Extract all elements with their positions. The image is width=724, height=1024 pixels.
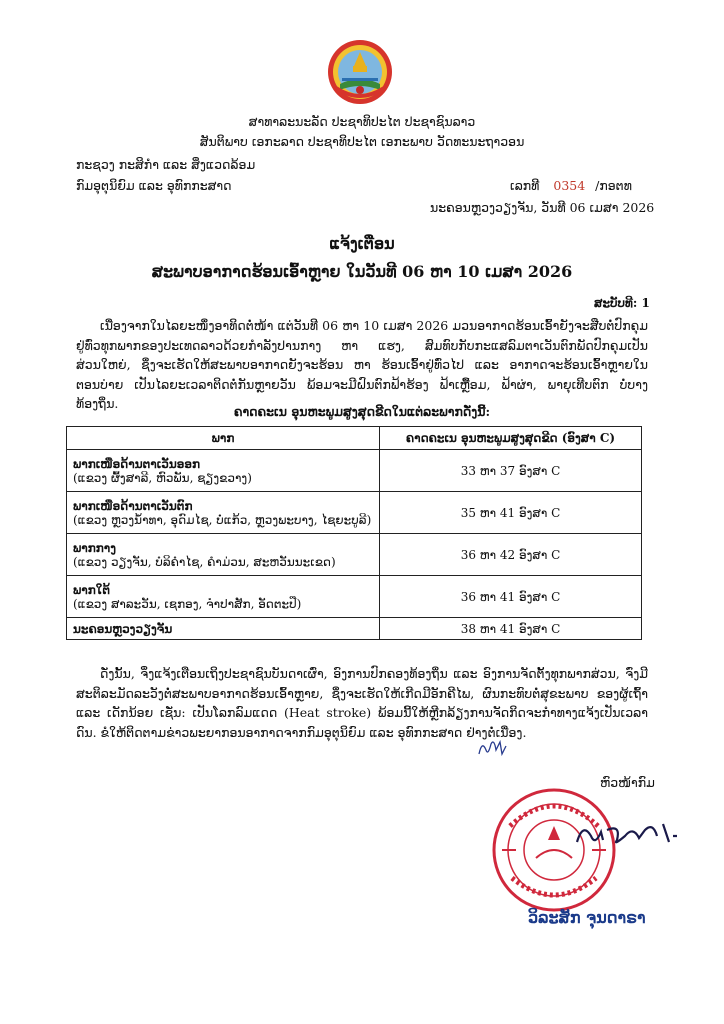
issue-number: ສະບັບທີ: 1 [594,296,650,310]
region-provinces: (ແຂວງ ວຽງຈັນ, ບໍລິຄຳໄຊ, ຄຳມ່ວນ, ສະຫວັນນະເຂດ) [73,554,336,569]
temperature-cell: 36 ຫາ 41 ອົງສາ C [380,576,642,618]
table-row [67,450,642,492]
region-provinces: (ແຂວງ ຫຼວງນໍ້າທາ, ອຸດົມໄຊ, ບໍ່ແກ້ວ, ຫຼວງພະບາງ, ໄຊຍະບູລີ) [73,512,372,527]
signature-icon [573,816,683,852]
region-cell [67,576,380,618]
signatory-title: ຫົວໜ້າກົມ [600,775,655,790]
ministry-name: ກະຊວງ ກະສິກຳ ແລະ ສິ່ງແວດລ້ອມ [76,157,256,172]
intro-paragraph: ເນື່ອງຈາກໃນໄລຍະໜຶ່ງອາທິດຕໍ່ໜ້າ ແຕ່ວັນທີ 06 ຫາ 10 ເມສາ 2026 ມວນອາກາດຮ້ອນເອົ້າຍັງຈະສືບຕໍ່ປົກຄຸມຢູ່ທົ່ວທຸກພາກຂອງປະເທດລາວດ້ວຍກຳລັງປານກາງ ຫາ ແຮງ, ສົມທົບກັບກະແສລົມຕາເວັນຕົກພັດປົກຄຸມເປັນສ່ວນໃຫຍ່, ຊຶ່ງຈະເຮັດໃຫ້ສະພາບອາກາດຍັງຈະຮ້ອນ ຫາ ຮ້ອນເອົ້າຢູ່ທົ່ວໄປ ແລະ ອາກາດຈະຮ້ອນເອົ້າຫຼາຍໃນຕອນບ່າຍ ເປັນໄລຍະເວລາຕິດຕໍ່ກັນຫຼາຍວັນ ພ້ອມຈະມີຝົນຕົກຟ້າຮ້ອງ ຟ້າເຫຼື້ອມ, ຟ້າຜ່າ, ພາຍຸເທີບຕົກ ບໍ່ບາງທ້ອງຖິ່ນ. [76,318,648,411]
reference-value: 0354 [553,178,586,193]
region-name: ພາກໃຕ້ [73,582,111,597]
reference-number [510,178,632,193]
temperature-table [66,426,642,640]
advisory-paragraph: ດັ່ງນັ້ນ, ຈຶ່ງແຈ້ງເຕືອນເຖິງປະຊາຊົນບັນດາເຜົ່າ, ອົງການປົກຄອງທ້ອງຖິ່ນ ແລະ ອົງການຈັດຕັ້ງທຸກພາກສ່ວນ, ຈົ່ງມີສະຕິລະມັດລະວັງຕໍ່ສະພາບອາກາດຮ້ອນເອົ້າຫຼາຍ, ຊຶ່ງຈະເຮັດໃຫ້ເກີດມີອັກຄີໄພ, ຜົນກະທົບຕໍ່ສຸຂະພາບ ຂອງຜູ້ເຖົ້າ ແລະ ເດັກນ້ອຍ ເຊັ່ນ: ເປັນໂລກລົມແດດ (Heat stroke) ພ້ອມນີ້ໃຫ້ຫຼີກລ້ຽງການຈັດກິດຈະກຳທາງແຈ້ງເປັນເວລາດົນ. ຂໍໃຫ້ຕິດຕາມຂ່າວພະຍາກອນອາກາດຈາກກົມອຸຕຸນິຍົມ ແລະ ອຸທົກກະສາດ ຢ່າງຕໍ່ເນື່ອງ. [76,666,648,740]
signatory-name: ວິລະສັກ ຈຸນດາຣາ [528,908,646,927]
reference-label: ເລກທີ [510,178,540,193]
national-emblem-icon [326,38,394,106]
department-name: ກົມອຸຕຸນິຍົມ ແລະ ອຸທົກກະສາດ [76,178,232,193]
country-name: ສາທາລະນະລັດ ປະຊາທິປະໄຕ ປະຊາຊົນລາວ [248,114,476,129]
table-row [67,492,642,534]
temperature-cell: 33 ຫາ 37 ອົງສາ C [380,450,642,492]
document-subtitle: ສະພາບອາກາດຮ້ອນເອົ້າຫຼາຍ ໃນວັນທີ 06 ຫາ 10 ເມສາ 2026 [151,262,573,281]
reference-suffix: /ກອຕທ [595,178,632,193]
temperature-cell: 36 ຫາ 42 ອົງສາ C [380,534,642,576]
region-cell [67,450,380,492]
column-header-region: ພາກ [67,427,380,450]
table-caption: ຄາດຄະເນ ອຸນຫະພູມສູງສຸດຂີດໃນແຕ່ລະພາກດັ່ງນີ້: [233,404,491,419]
region-name: ນະຄອນຫຼວງວຽງຈັນ [73,621,173,636]
initial-signature-icon [476,736,510,760]
table-row [67,618,642,640]
temperature-cell: 38 ຫາ 41 ອົງສາ C [380,618,642,640]
region-name: ພາກເໜືອດ້ານຕາເວັນຕົກ [73,498,193,513]
table-header-row [67,427,642,450]
region-provinces: (ແຂວງ ຜົ້ງສາລີ, ຫົວພັນ, ຊຽງຂວາງ) [73,470,252,485]
region-cell [67,534,380,576]
document-title: ແຈ້ງເຕືອນ [329,234,395,253]
region-cell [67,492,380,534]
region-name: ພາກກາງ [73,540,117,555]
table-row [67,534,642,576]
region-cell [67,618,380,640]
document-date: ນະຄອນຫຼວງວຽງຈັນ, ວັນທີ 06 ເມສາ 2026 [430,200,655,215]
region-provinces: (ແຂວງ ສາລະວັນ, ເຊກອງ, ຈຳປາສັກ, ອັດຕະປື) [73,596,302,611]
table-row [67,576,642,618]
region-name: ພາກເໜືອດ້ານຕາເວັນອອກ [73,456,200,471]
column-header-temperature: ຄາດຄະເນ ອຸນຫະພູມສູງສຸດຂີດ (ອົງສາ C) [380,427,642,450]
national-motto: ສັນຕິພາບ ເອກະລາດ ປະຊາທິປະໄຕ ເອກະພາບ ວັດທະນະຖາວອນ [199,134,525,149]
temperature-cell: 35 ຫາ 41 ອົງສາ C [380,492,642,534]
